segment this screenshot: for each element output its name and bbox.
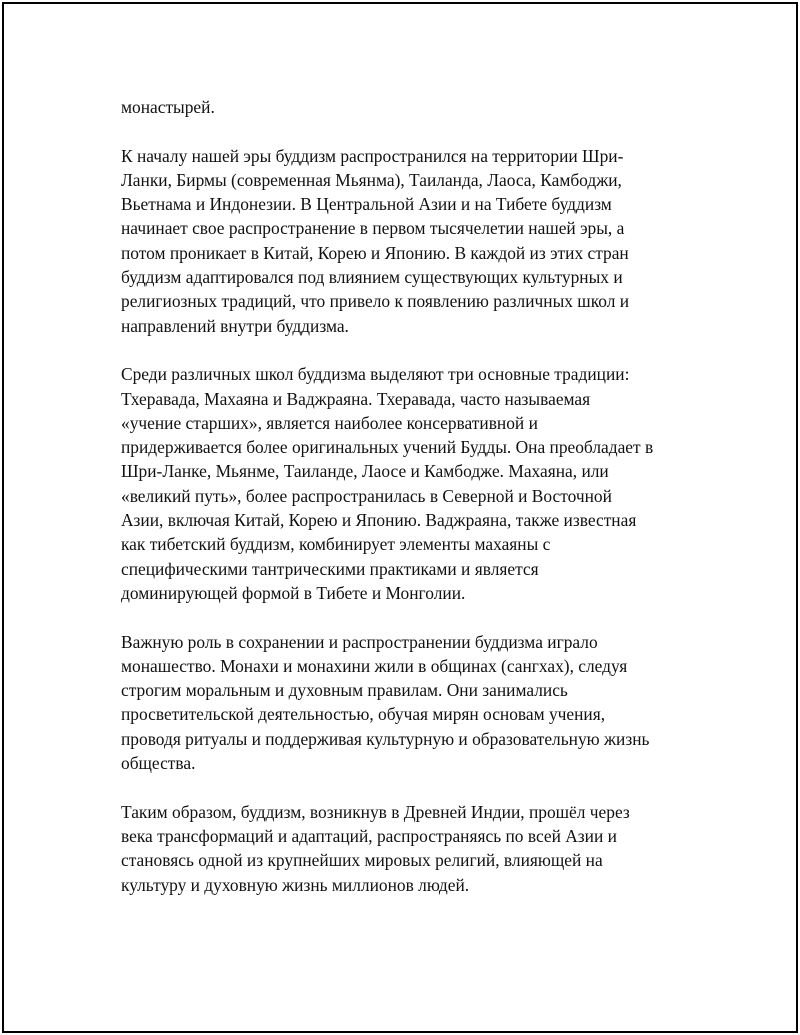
text-line: «великий путь», более распространилась в Северной и Восточной xyxy=(121,485,612,506)
text-line: направлений внутри буддизма. xyxy=(121,315,349,336)
text-line: «учение старших», является наиболее консервативной и xyxy=(121,412,538,433)
paragraph-spacer xyxy=(121,605,721,629)
text-line: Шри-Ланке, Мьянме, Таиланде, Лаосе и Камбодже. Махаяна, или xyxy=(121,461,609,482)
paragraph xyxy=(121,362,721,605)
text-line: Среди различных школ буддизма выделяют три основные традиции: xyxy=(121,364,630,385)
text-line: Ланки, Бирмы (современная Мьянма), Таиланда, Лаоса, Камбоджи, xyxy=(121,169,622,190)
text-line: придерживается более оригинальных учений Будды. Она преобладает в xyxy=(121,437,654,458)
paragraph xyxy=(121,95,721,119)
text-line: века трансформаций и адаптаций, распространяясь по всей Азии и xyxy=(121,825,617,846)
text-line: Вьетнама и Индонезии. В Центральной Азии и на Тибете буддизм xyxy=(121,194,612,215)
text-line: проводя ритуалы и поддерживая культурную и образовательную жизнь xyxy=(121,728,650,749)
paragraph-spacer xyxy=(121,775,721,799)
text-line: становясь одной из крупнейших мировых религий, влияющей на xyxy=(121,850,603,871)
text-line: культуру и духовную жизнь миллионов людей. xyxy=(121,874,470,895)
text-line: монастырей. xyxy=(121,97,215,117)
text-line: начинает свое распространение в первом тысячелетии нашей эры, а xyxy=(121,218,625,239)
document-page xyxy=(2,2,798,1033)
paragraph xyxy=(121,144,721,338)
text-line: Важную роль в сохранении и распространении буддизма играло xyxy=(121,631,598,652)
text-line: Тхеравада, Махаяна и Ваджраяна. Тхеравада, часто называемая xyxy=(121,388,591,409)
text-line: буддизм адаптировался под влиянием существующих культурных и xyxy=(121,267,623,288)
text-line: монашество. Монахи и монахини жили в общинах (сангхах), следуя xyxy=(121,655,628,676)
text-line: Азии, включая Китай, Корею и Японию. Ваджраяна, также известная xyxy=(121,510,637,531)
text-line: просветительской деятельностью, обучая мирян основам учения, xyxy=(121,704,606,725)
text-line: потом проникает в Китай, Корею и Японию. В каждой из этих стран xyxy=(121,242,629,263)
text-line: Таким образом, буддизм, возникнув в Древней Индии, прошёл через xyxy=(121,801,630,822)
text-line: доминирующей формой в Тибете и Монголии. xyxy=(121,582,466,603)
paragraph xyxy=(121,800,721,897)
paragraph-spacer xyxy=(121,119,721,143)
text-line: специфическими тантрическими практиками и является xyxy=(121,558,539,579)
text-line: строгим моральным и духовным правилам. Они занимались xyxy=(121,680,568,701)
paragraph-spacer xyxy=(121,338,721,362)
text-line: общества. xyxy=(121,753,196,774)
text-line: К началу нашей эры буддизм распространился на территории Шри- xyxy=(121,145,624,166)
text-line: религиозных традиций, что привело к появлению различных школ и xyxy=(121,291,630,312)
text-line: как тибетский буддизм, комбинирует элементы махаяны с xyxy=(121,534,551,555)
paragraph xyxy=(121,630,721,776)
document-body xyxy=(121,95,721,897)
